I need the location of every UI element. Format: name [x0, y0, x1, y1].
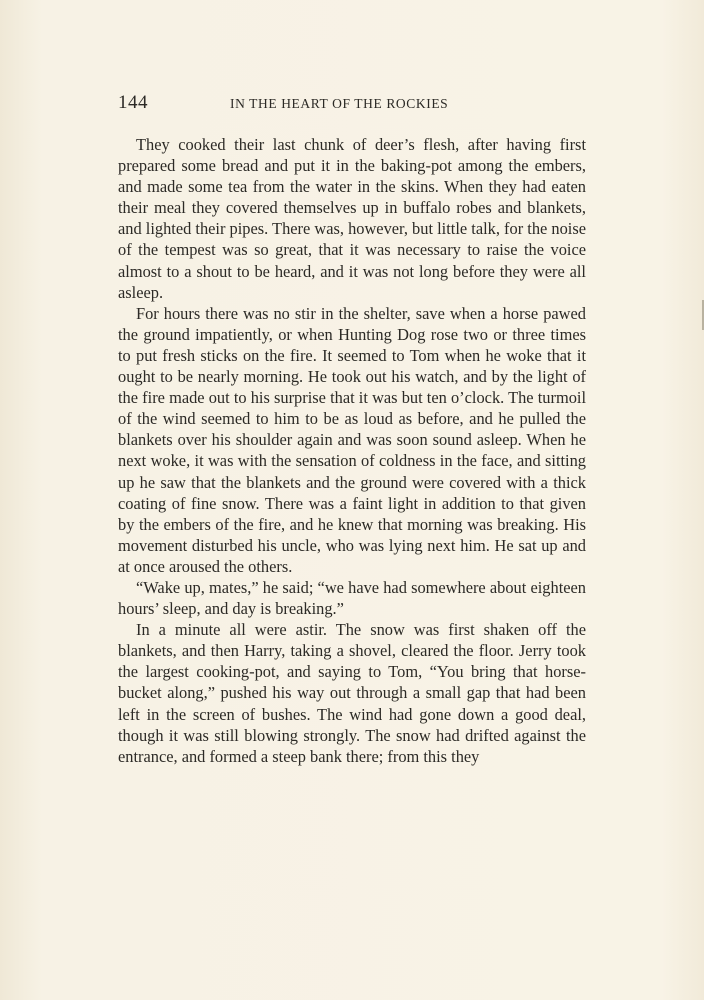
running-head: IN THE HEART OF THE ROCKIES — [230, 96, 449, 111]
paragraph: In a minute all were astir. The snow was first shaken off the blankets, and then Harry, taking a shovel, cleared the floor. Jerry took the largest cooking-pot, and saying to Tom, “You bring that horse-bucket along,” pushed his way out through a small gap that had been left in the screen of bushes. The wind had gone down a good deal, though it was still blowing strongly. The snow had drifted against the entrance, and formed a steep bank there; from this they — [118, 620, 586, 766]
page-number: 144 — [118, 92, 148, 113]
paragraph: They cooked their last chunk of deer’s flesh, after having first prepared some bread and put it in the baking-pot among the embers, and made some tea from the water in the skins. When they had eaten their meal they covered themselves up in buffalo robes and blankets, and lighted their pipes. There was, however, but little talk, for the noise of the tempest was so great, that it was necessary to raise the voice almost to a shout to be heard, and it was not long before they were all asleep. — [118, 135, 586, 302]
body-text — [118, 134, 586, 767]
page-header — [118, 92, 588, 118]
paragraph: For hours there was no stir in the shelter, save when a horse pawed the ground impatiently, or when Hunting Dog rose two or three times to put fresh sticks on the fire. It seemed to Tom when he woke that it ought to be nearly morning. He took out his watch, and by the light of the fire made out to his surprise that it was but ten o’clock. The turmoil of the wind seemed to him to be as loud as before, and he pulled the blankets over his shoulder again and was soon sound asleep. When he next woke, it was with the sensation of coldness in the face, and sitting up he saw that the blankets and the ground were covered with a thick coating of fine snow. There was a faint light in addition to that given by the embers of the fire, and he knew that morning was breaking. His movement disturbed his uncle, who was lying next him. He sat up and at once aroused the others. — [118, 303, 586, 576]
paragraph: “Wake up, mates,” he said; “we have had somewhere about eighteen hours’ sleep, and day is breaking.” — [118, 577, 586, 619]
